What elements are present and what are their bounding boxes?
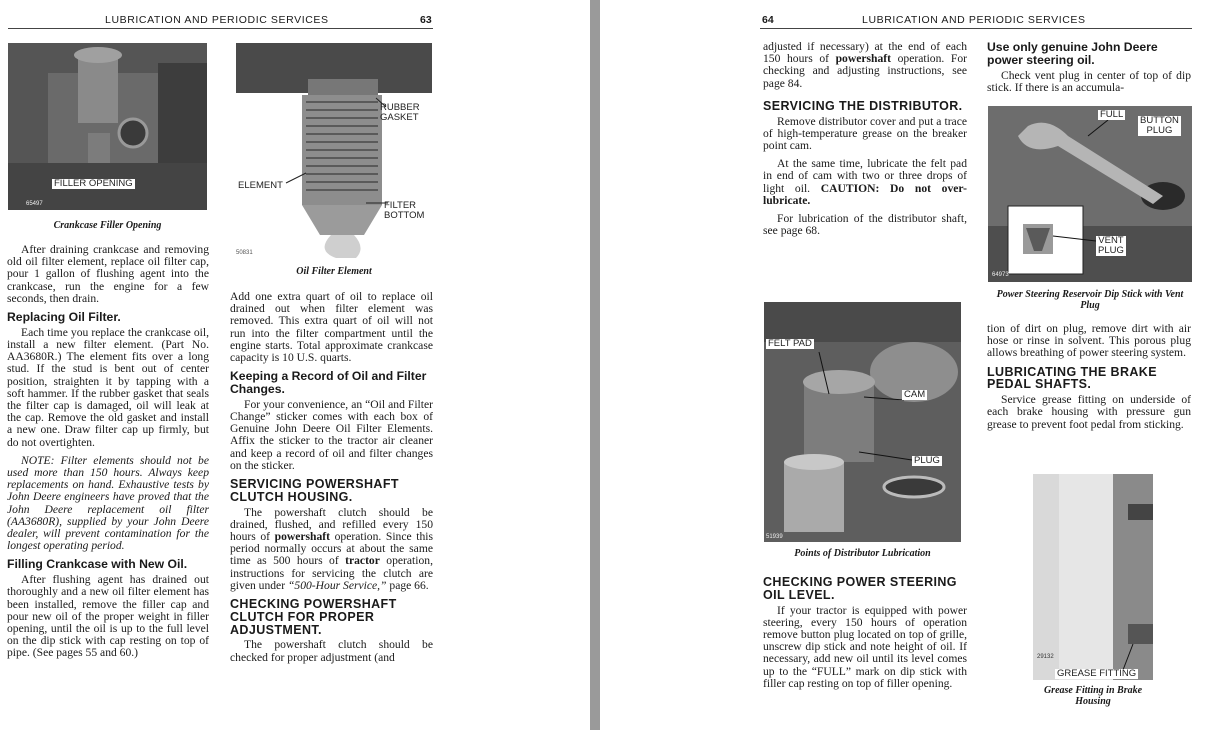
paragraph: Service grease fitting on underside of each brake housing with pressure gun grease to prevent foot pedal from sticking. [987,393,1191,431]
paragraph: tion of dirt on plug, remove dirt with air hose or rinse in solvent. This porous plug allows breathing of power steering system. [987,322,1191,360]
paragraph: For lubrication of the distributor shaft, see page 68. [763,212,967,238]
section-heading: SERVICING POWERSHAFT CLUTCH HOUSING. [230,477,399,504]
paragraph: Check vent plug in center of top of dip stick. If there is an accumula- [987,68,1191,94]
text-column [230,291,433,670]
felt-pad-label: FELT PAD [768,338,812,349]
text-column [987,41,1191,100]
figure-number: 64973 [992,272,1009,278]
section-heading: LUBRICATING THE BRAKE PEDAL SHAFTS. [987,364,1157,392]
header-rule [8,28,433,29]
paragraph: Remove distributor cover and put a trace of high-temperature grease on the breaker point cam. [763,114,967,153]
page-number: 63 [420,14,432,26]
figure-caption: Crankcase Filler Opening [53,220,162,231]
page-63 [0,0,590,730]
figure-caption: Oil Filter Element [296,266,372,277]
figure-caption: Grease Fitting in Brake Housing [1043,685,1143,707]
filter-bottom-label: FILTER BOTTOM [384,200,425,221]
running-header: LUBRICATION AND PERIODIC SERVICES [105,14,329,26]
running-header: LUBRICATION AND PERIODIC SERVICES [862,14,1086,26]
oil-filter-photo [236,43,432,258]
dipstick-photo [988,106,1192,282]
paragraph: adjusted if necessary) at the end of each 150 hours of powershaft operation. For checking and adjusting instructions, see page 84. [763,40,967,90]
section-heading: Keeping a Record of Oil and Filter Changes. [230,369,427,397]
section-heading: Use only genuine John Deere power steering oil. [987,40,1158,67]
filler-opening-label: FILLER OPENING [54,178,133,189]
paragraph: After flushing agent has drained out thoroughly and a new oil filter element has been installed, remove the filler cap and pour new oil of the proper weight in filler opening, until the oil is up to the full level on the dip stick with cap resting on top of pipe. (See pages 55 and 60.) [7,573,209,660]
grease-fitting-label: GREASE FITTING [1057,668,1137,679]
text-column [987,323,1191,437]
figure-number: 65497 [26,201,43,207]
section-heading: Filling Crankcase with New Oil. [7,557,188,572]
section-heading: Replacing Oil Filter. [7,310,121,325]
distributor-photo [764,302,961,542]
paragraph: Each time you replace the crankcase oil, install a new filter element. (Part No. AA3680R.) The element fits over a long stud. If the stud is bent out of center position, straighten it by tapping with a soft hammer. If the rubber gasket that seals the filter cap is damaged, oil will leak at the cap. Remove the old gasket and install a new one. Draw filter cap up firmly, but do not overtighten. [7,325,209,449]
header-rule [760,28,1192,29]
button-plug-label: BUTTON PLUG [1140,115,1179,136]
text-column [763,41,967,243]
paragraph: If your tractor is equipped with power steering, every 150 hours of operation remove button plug located on top of grille, unscrew dip stick and note height of oil. If necessary, add new oil until its level comes up to the “FULL” mark on dip stick with filler cap resting on top of filler opening. [763,603,967,690]
text-column [7,244,209,666]
vent-plug-label: VENT PLUG [1098,235,1124,256]
cam-label: CAM [904,389,926,400]
brake-housing-photo [1033,474,1153,680]
text-column [763,570,967,696]
section-heading: CHECKING POWER STEERING OIL LEVEL. [763,575,957,602]
figure-number: 29132 [1037,654,1054,660]
rubber-gasket-label: RUBBER GASKET [380,102,420,123]
paragraph: The powershaft clutch should be drained, flushed, and refilled every 150 hours of powershaft operation. Since this period normally occurs at about the same time as 500 hours of tractor operation, instructions for servicing the clutch are given under “500-Hour Service,” page 66. [230,505,434,592]
figure-number: 51939 [766,534,783,540]
paragraph: Add one extra quart of oil to replace oil drained out when filter element was removed. This extra quart of oil will not run into the filter compartment until the engine starts. Total approximate crankcase capacity is 10 U.S. quarts. [230,290,433,365]
page-number: 64 [762,14,774,26]
paragraph: For your convenience, an “Oil and Filter Change” sticker comes with each box of Genuine John Deere Oil Filter Elements. Affix the sticker to the tractor air cleaner and keep a record of oil and filter changes on the sticker. [230,397,433,472]
plug-label: PLUG [914,455,940,466]
figure-caption: Points of Distributor Lubrication [794,548,931,559]
section-heading: SERVICING THE DISTRIBUTOR. [763,98,963,113]
figure-number: 50831 [236,250,253,256]
page-gutter [590,0,600,730]
figure-caption: Power Steering Reservoir Dip Stick with Vent Plug [996,289,1184,311]
full-label: FULL [1100,109,1124,120]
crankcase-filler-photo [8,43,207,210]
note-paragraph: NOTE: Filter elements should not be used more than 150 hours. Always keep replacements on hand. Exhaustive tests by John Deere engineers have proved that the John Deere replacement oil filter (AA3680R), supplied by your John Deere dealer, will prevent contamination for the longest operating period. [7,453,209,553]
element-label: ELEMENT [238,180,283,191]
section-heading: CHECKING POWERSHAFT CLUTCH FOR PROPER ADJUSTMENT. [230,597,397,637]
paragraph: After draining crankcase and removing old oil filter element, replace oil filter cap, pour 1 gallon of flushing agent into the crankcase, run the engine for a few seconds, then drain. [7,243,209,305]
paragraph: At the same time, lubricate the felt pad in end of cam with two or three drops of light oil. CAUTION: Do not over-lubricate. [763,157,967,207]
page-64 [600,0,1205,730]
paragraph: The powershaft clutch should be checked for proper adjustment (and [230,638,433,664]
